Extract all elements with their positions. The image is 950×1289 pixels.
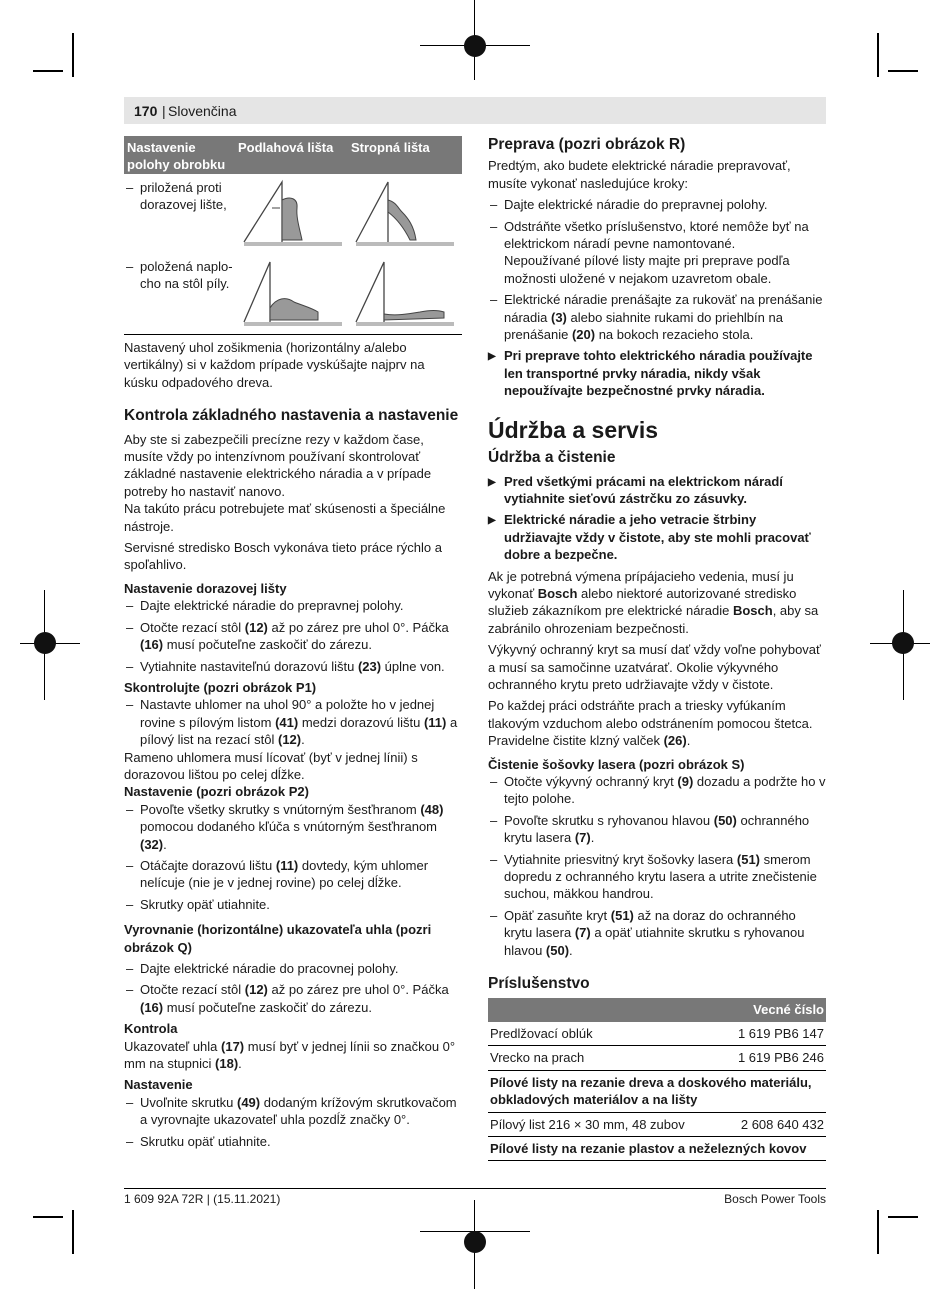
subheading-check: Kontrola xyxy=(124,1021,178,1037)
crop-mark xyxy=(877,1210,879,1254)
list-item: – Dajte elektrické náradie do pracovnej polohy. xyxy=(124,960,462,977)
ceiling-molding-upright-diagram xyxy=(354,178,456,248)
right-column xyxy=(488,136,826,1161)
table-row xyxy=(488,1070,826,1112)
list-item: – Skrutku opäť utiahnite. xyxy=(124,1133,462,1150)
subheading-align-angle-indicator: Vyrovnanie (horizontálne) ukazovateľa uhla (pozri obrázok Q) xyxy=(124,922,432,955)
crop-mark xyxy=(33,1216,63,1218)
left-column xyxy=(124,136,462,1150)
list-item: – Skrutky opäť utiahnite. xyxy=(124,896,462,913)
table-header-cell xyxy=(488,998,718,1021)
footer-rule xyxy=(124,1188,826,1189)
paragraph: Predtým, ako budete elektrické náradie prepravovať, musíte vykonať nasledujúce kroky: xyxy=(488,158,791,191)
ceiling-molding-flat-diagram xyxy=(354,258,456,328)
footer-brand: Bosch Power Tools xyxy=(724,1192,826,1206)
registration-mark xyxy=(464,1231,486,1253)
section-heading-maintenance: Údržba a servis xyxy=(488,416,659,443)
crop-mark xyxy=(33,70,63,72)
list-item: – Vytiahnite nastaviteľnú dorazovú lištu (23) úplne von. xyxy=(124,658,462,675)
table-cell: Pílový list 216 × 30 mm, 48 zubov xyxy=(488,1112,718,1136)
list-item: – Otočte rezací stôl (12) až po zárez pre uhol 0°. Páčka (16) musí počuteľne zaskočiť do zárezu. xyxy=(124,981,462,1016)
floor-molding-flat-diagram xyxy=(242,258,344,328)
header-language: Slovenčina xyxy=(168,103,237,119)
table-row xyxy=(488,1022,826,1046)
table-row2-label: – položená naplo-cho na stôl píly. xyxy=(124,258,240,293)
floor-molding-upright-diagram xyxy=(242,178,344,248)
list-item: – Dajte elektrické náradie do prepravnej polohy. xyxy=(488,196,826,213)
table-row xyxy=(488,1046,826,1070)
safety-warning: ▶ Pri preprave tohto elektrického náradia používajte len transportné prvky náradia, nikdy však nepoužívajte bezpečnostné prvky náradia. xyxy=(488,347,826,399)
crop-mark xyxy=(72,33,74,77)
section-heading-accessories: Príslušenstvo xyxy=(488,975,590,993)
crop-mark xyxy=(888,70,918,72)
registration-mark xyxy=(34,632,56,654)
subheading-laser-lens: Čistenie šošovky lasera (pozri obrázok S) xyxy=(488,756,745,772)
registration-mark xyxy=(892,632,914,654)
list-item: – Povoľte skrutku s ryhovanou hlavou (50) ochranného krytu lasera (7). xyxy=(488,812,826,847)
section-heading-basic-settings: Kontrola základného nastavenia a nastavenie xyxy=(124,407,459,425)
list-item: – Odstráňte všetko príslušenstvo, ktoré nemôže byť na elektrickom náradí pevne namontované. xyxy=(488,218,826,253)
table-cell: Vrecko na prach xyxy=(488,1046,718,1070)
paragraph: Po každej práci odstráňte prach a triesky vyfúkaním tlakovým vzduchom alebo odstránením pomocou štetca. Pravidelne čistite klzný valček (26). xyxy=(488,698,813,749)
list-item: – Opäť zasuňte kryt (51) až na doraz do ochranného krytu lasera (7) a opäť utiahnite skrutku s ryhovanou hlavou (50). xyxy=(488,907,826,959)
test-cut-note: Nastavený uhol zošikmenia (horizontálny a/alebo vertikálny) si v každom prípade vyskúšajte najprv na kúsku odpadového dreva. xyxy=(124,340,425,390)
accessories-table xyxy=(488,998,826,1161)
paragraph: Rameno uhlomera musí lícovať (byť v jednej línii) s dorazovou lištou po celej dĺžke. xyxy=(124,749,418,782)
table-cell: Predlžovací oblúk xyxy=(488,1022,718,1046)
paragraph: Ukazovateľ uhla (17) musí byť v jednej línii so značkou 0° mm na stupnici (18). xyxy=(124,1038,456,1072)
subheading-fence-setting: Nastavenie dorazovej lišty xyxy=(124,580,287,596)
table-group-cell: Pílové listy na rezanie dreva a doskového materiálu, obkladových materiálov a na lišty xyxy=(488,1070,826,1112)
page-number: 170 xyxy=(134,103,158,119)
list-item: – Vytiahnite priesvitný kryt šošovky lasera (51) smerom dopredu z ochranného krytu lasera a utrite znečistenie suchou, mäkkou handrou. xyxy=(488,851,826,903)
paragraph: Výkyvný ochranný kryt sa musí dať vždy voľne pohybovať a musí sa samočinne uzatvárať. Okolie výkyvného ochranného krytu preto udržiavajte vždy v čistote. xyxy=(488,642,821,692)
table-row1-label: – priložená proti dorazovej lište, xyxy=(124,179,240,214)
table-header-cell: Vecné číslo xyxy=(753,1002,824,1018)
paragraph: Na takúto prácu potrebujete mať skúsenosti a špeciálne nástroje. xyxy=(124,501,446,534)
subheading-setting: Nastavenie xyxy=(124,1077,193,1093)
registration-mark xyxy=(464,35,486,57)
safety-warning: ▶ Elektrické náradie a jeho vetracie štrbiny udržiavajte vždy v čistote, aby ste mohli pracovať dobre a bezpečne. xyxy=(488,511,826,563)
table-cell: 1 619 PB6 147 xyxy=(718,1022,826,1046)
crop-mark xyxy=(888,1216,918,1218)
workpiece-table xyxy=(124,136,462,334)
list-item: – Elektrické náradie prenášajte za rukoväť na prenášanie náradia (3) alebo siahnite rukami do priehlbín na prenášanie (20) na bokoch rezacieho stola. xyxy=(488,291,826,343)
list-item: – Nastavte uhlomer na uhol 90° a položte ho v jednej rovine s pílovým listom (41) medzi dorazovú lištu (11) a pílový list na rezací stôl (12). xyxy=(124,696,462,748)
footer-doc-code: 1 609 92A 72R | (15.11.2021) xyxy=(124,1192,281,1206)
table-col3-header: Stropná lišta xyxy=(351,140,430,155)
list-item: – Uvoľnite skrutku (49) dodaným krížovým skrutkovačom a vyrovnajte ukazovateľ uhla pozdĺž značky 0°. xyxy=(124,1094,462,1129)
list-item: – Otáčajte dorazovú lištu (11) dovtedy, kým uhlomer nelícuje (nie je v jednej rovine) po celej dĺžke. xyxy=(124,857,462,892)
table-col2-header: Podlahová lišta xyxy=(238,140,334,155)
crop-mark xyxy=(72,1210,74,1254)
header-separator: | xyxy=(162,103,166,119)
paragraph: Servisné stredisko Bosch vykonáva tieto práce rýchlo a spoľahlivo. xyxy=(124,540,442,573)
paragraph: Ak je potrebná výmena prípájacieho vedenia, musí ju vykonať Bosch alebo niektoré autorizované stredisko služieb zákazníkom pre elektrické náradie Bosch, aby sa zabránilo ohrozeniam bezpečnosti. xyxy=(488,568,819,636)
list-item: – Otočte výkyvný ochranný kryt (9) dozadu a podržte ho v tejto polohe. xyxy=(488,773,826,808)
paragraph: Nepoužívané pílové listy majte pri preprave podľa možnosti uložené v nejakom uzavretom obale. xyxy=(504,253,790,286)
subsection-heading-cleaning: Údržba a čistenie xyxy=(488,449,616,467)
accessories-table-header xyxy=(488,998,826,1021)
section-heading-transport: Preprava (pozri obrázok R) xyxy=(488,136,686,153)
paragraph: Aby ste si zabezpečili precízne rezy v každom čase, musíte vždy po intenzívnom používaní skontrolovať základné nastavenie elektrického náradia a v prípade potreby ho nastaviť nanovo. xyxy=(124,431,432,499)
table-cell: 2 608 640 432 xyxy=(718,1112,826,1136)
list-item: – Povoľte všetky skrutky s vnútorným šesťhranom (48) pomocou dodaného kľúča s vnútorným šesťhranom (32). xyxy=(124,801,462,853)
crop-mark xyxy=(877,33,879,77)
table-bottom-rule xyxy=(124,334,462,335)
table-row xyxy=(488,1136,826,1160)
subheading-setting-p2: Nastavenie (pozri obrázok P2) xyxy=(124,784,309,800)
table-group-cell: Pílové listy na rezanie plastov a neželezných kovov xyxy=(488,1136,826,1160)
safety-warning: ▶ Pred všetkými prácami na elektrickom náradí vytiahnite sieťovú zástrčku zo zásuvky. xyxy=(488,473,826,508)
table-cell: 1 619 PB6 246 xyxy=(718,1046,826,1070)
table-row xyxy=(488,1112,826,1136)
table-col1-header: Nastavenie polohy obrobku xyxy=(127,140,226,173)
list-item: – Dajte elektrické náradie do prepravnej polohy. xyxy=(124,597,462,614)
list-item: – Otočte rezací stôl (12) až po zárez pre uhol 0°. Páčka (16) musí počuteľne zaskočiť do zárezu. xyxy=(124,619,462,654)
subheading-check-p1: Skontrolujte (pozri obrázok P1) xyxy=(124,679,317,695)
